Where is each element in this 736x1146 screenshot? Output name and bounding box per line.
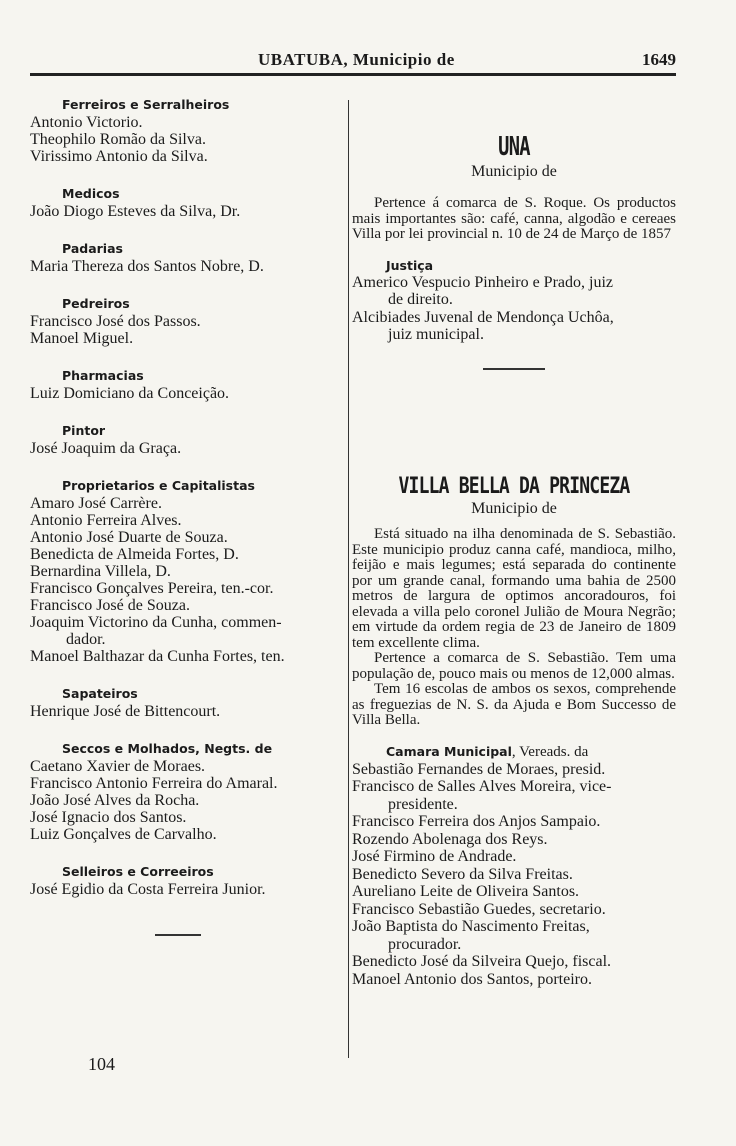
list-item: Francisco Antonio Ferreira do Amaral. bbox=[30, 775, 278, 792]
list-item: de direito. bbox=[388, 291, 453, 308]
section-proprietarios bbox=[30, 477, 344, 665]
list-item: juiz municipal. bbox=[388, 326, 484, 343]
una-paragraph: Pertence á comarca de S. Roque. Os productos mais importantes são: café, canna, algodão e cereaes Villa por lei provincial n. 10 de 24 de Março de 1857 bbox=[352, 195, 676, 242]
list-item: Antonio José Duarte de Souza. bbox=[30, 529, 228, 546]
section-heading: Pedreiros bbox=[62, 296, 130, 311]
section-heading: Proprietarios e Capitalistas bbox=[62, 478, 255, 493]
list-item: Francisco Gonçalves Pereira, ten.-cor. bbox=[30, 580, 274, 597]
left-column bbox=[30, 96, 344, 936]
column-divider bbox=[348, 100, 349, 1058]
list-item: procurador. bbox=[388, 935, 462, 953]
list-item: Alcibiades Juvenal de Mendonça Uchôa, bbox=[352, 308, 614, 326]
section-ferreiros bbox=[30, 96, 344, 165]
section-heading: Sapateiros bbox=[62, 686, 138, 701]
section-heading: Pharmacias bbox=[62, 368, 144, 383]
una-subtitle: Municipio de bbox=[471, 163, 557, 180]
section-heading: Medicos bbox=[62, 186, 120, 201]
section-pintor bbox=[30, 422, 344, 457]
list-item: Antonio Ferreira Alves. bbox=[30, 512, 182, 529]
section-heading: Selleiros e Correeiros bbox=[62, 864, 214, 879]
justica-heading: Justiça bbox=[386, 257, 434, 273]
running-title: UBATUBA, Municipio de bbox=[258, 50, 455, 69]
list-item: Francisco José de Souza. bbox=[30, 597, 190, 614]
page-number-top: 1649 bbox=[642, 50, 676, 69]
list-item: Benedicto Severo da Silva Freitas. bbox=[352, 865, 573, 883]
list-item: Rozendo Abolenaga dos Reys. bbox=[352, 830, 548, 848]
section-medicos bbox=[30, 185, 344, 220]
list-item: Virissimo Antonio da Silva. bbox=[30, 148, 208, 165]
vbp-paragraph-3: Tem 16 escolas de ambos os sexos, comprehende as freguezias de N. S. da Ajuda e Bom Successo de Villa Bella. bbox=[352, 681, 676, 728]
list-item: Maria Thereza dos Santos Nobre, D. bbox=[30, 258, 264, 275]
section-pedreiros bbox=[30, 295, 344, 347]
list-item: Henrique José de Bittencourt. bbox=[30, 703, 221, 720]
end-rule bbox=[155, 934, 201, 936]
list-item: José Firmino de Andrade. bbox=[352, 848, 517, 865]
una-title: UNA bbox=[498, 132, 530, 162]
list-item: Bernardina Villela, D. bbox=[30, 563, 171, 580]
list-item: Caetano Xavier de Moraes. bbox=[30, 758, 206, 775]
section-sapateiros bbox=[30, 685, 344, 720]
right-column bbox=[352, 100, 676, 988]
section-pharmacias bbox=[30, 367, 344, 402]
list-item: Americo Vespucio Pinheiro e Prado, juiz bbox=[352, 273, 613, 291]
list-item: Francisco de Salles Alves Moreira, vice- bbox=[352, 778, 612, 795]
list-item: Manoel Antonio dos Santos, porteiro. bbox=[352, 970, 592, 988]
vbp-paragraph-1: Está situado na ilha denominada de S. Sebastião. Este municipio produz canna café, mandioca, milho, feijão e mais legumes; está separada do continente por um grande canal, formando uma bahia de 2500 metros de largura de optimos ancoradouros, foi elevada a villa pelo coronel Julião de Moura Negrão; em virtude da ordem regia de 23 de Janeiro de 1809 tem excellente clima. bbox=[352, 526, 676, 651]
list-item: Manoel Miguel. bbox=[30, 330, 134, 347]
section-selleiros bbox=[30, 863, 344, 898]
section-heading: Ferreiros e Serralheiros bbox=[62, 97, 230, 112]
vbp-title: VILLA BELLA DA PRINCEZA bbox=[398, 474, 630, 499]
header-rule bbox=[30, 73, 676, 76]
list-item: José Joaquim da Graça. bbox=[30, 440, 182, 457]
list-item: Antonio Victorio. bbox=[30, 114, 143, 131]
camara-heading bbox=[386, 743, 676, 761]
list-item: Francisco Ferreira dos Anjos Sampaio. bbox=[352, 813, 601, 830]
list-item: Joaquim Victorino da Cunha, commen- bbox=[30, 614, 282, 631]
vbp-paragraph-2: Pertence a comarca de S. Sebastião. Tem uma população de, pouco mais ou menos de 12,000 almas. bbox=[352, 650, 676, 682]
list-item: Theophilo Romão da Silva. bbox=[30, 131, 206, 148]
camara-heading-suffix: , Vereads. da bbox=[511, 743, 589, 760]
section-seccos-molhados bbox=[30, 740, 344, 843]
list-item: Aureliano Leite de Oliveira Santos. bbox=[352, 883, 580, 900]
list-item: João Baptista do Nascimento Freitas, bbox=[352, 918, 590, 935]
list-item: Francisco José dos Passos. bbox=[30, 313, 201, 330]
list-item: Manoel Balthazar da Cunha Fortes, ten. bbox=[30, 648, 285, 665]
list-item: João José Alves da Rocha. bbox=[30, 792, 200, 809]
list-item: José Ignacio dos Santos. bbox=[30, 809, 187, 826]
list-item: Francisco Sebastião Guedes, secretario. bbox=[352, 900, 606, 918]
page-header bbox=[30, 50, 676, 72]
list-item: Benedicta de Almeida Fortes, D. bbox=[30, 546, 239, 563]
list-item: José Egidio da Costa Ferreira Junior. bbox=[30, 881, 266, 898]
section-heading: Seccos e Molhados, Negts. de bbox=[62, 741, 273, 756]
list-item: Luiz Gonçalves de Carvalho. bbox=[30, 826, 217, 843]
list-item: presidente. bbox=[388, 795, 458, 813]
list-item: Benedicto José da Silveira Quejo, fiscal. bbox=[352, 953, 612, 970]
list-item: Luiz Domiciano da Conceição. bbox=[30, 385, 230, 402]
una-end-rule bbox=[483, 368, 545, 370]
section-heading: Pintor bbox=[62, 423, 106, 438]
section-padarias bbox=[30, 240, 344, 275]
list-item: dador. bbox=[66, 631, 106, 648]
list-item: Sebastião Fernandes de Moraes, presid. bbox=[352, 760, 606, 778]
camara-heading-label: Camara Municipal bbox=[386, 743, 512, 759]
page-number-bottom: 104 bbox=[88, 1054, 115, 1074]
list-item: João Diogo Esteves da Silva, Dr. bbox=[30, 203, 241, 220]
section-heading: Padarias bbox=[62, 241, 123, 256]
vbp-subtitle: Municipio de bbox=[471, 500, 557, 517]
villa-bella-section bbox=[352, 474, 676, 988]
list-item: Amaro José Carrère. bbox=[30, 495, 162, 512]
